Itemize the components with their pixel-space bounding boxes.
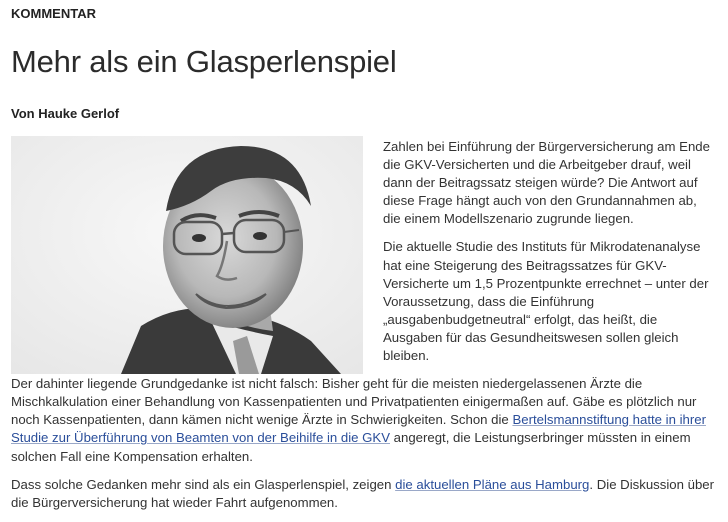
author-portrait-photo	[11, 136, 363, 374]
paragraph-4-text-after: . Die Diskussion über die Bürgerversicherung hat wieder Fahrt aufgenommen.	[11, 476, 715, 510]
article-kicker: KOMMENTAR	[11, 6, 96, 21]
paragraph-1: Zahlen bei Einführung der Bürgerversicherung am Ende die GKV-Versicherten und die Arbeitgeber drauf, weil dann der Beitragssatz steigen würde? Die Antwort auf diese Frage hängt auch von den Grundannahmen ab, die einem Modellszenario zugrunde liegen.	[383, 139, 710, 227]
paragraph-3-text-after: angeregt, die Leistungserbringer müssten in einem solchen Fall eine Kompensation erhalten.	[11, 430, 691, 464]
paragraph-3	[11, 375, 717, 465]
paragraph-4	[11, 476, 717, 512]
hamburg-plans-link[interactable]: die aktuellen Pläne aus Hamburg	[395, 476, 590, 492]
bertelsmann-study-link[interactable]: Bertelsmannstiftung hatte in ihrer Studie zur Überführung von Beamten von der Beihilfe in die GKV	[11, 412, 706, 446]
article-byline: Von Hauke Gerlof	[11, 106, 120, 121]
article-headline: Mehr als ein Glasperlenspiel	[11, 44, 397, 79]
paragraph-3-text-before: Der dahinter liegende Grundgedanke ist nicht falsch: Bisher geht für die meisten niedergelassenen Ärzte die Mischkalkulation einer Behandlung von Kassenpatienten und Privatpatienten einigermaßen auf. Gäbe es plötzlich nur noch Kassenpatienten, dann kämen nicht wenige Ärzte in Schwierigkeiten. Schon die	[11, 376, 697, 428]
paragraph-2: Die aktuelle Studie des Instituts für Mikrodatenanalyse hat eine Steigerung des Beitragssatzes für GKV-Versicherte um 1,5 Prozentpunkte errechnet – unter der Voraussetzung, dass die Einführung „ausgabenbudgetneutral“ erfolgt, das heißt, die Ausgaben für das Gesundheitswesen sollen gleich bleiben.	[383, 239, 709, 364]
article-body	[11, 136, 717, 522]
paragraph-4-text-before: Dass solche Gedanken mehr sind als ein Glasperlenspiel, zeigen	[11, 476, 396, 492]
